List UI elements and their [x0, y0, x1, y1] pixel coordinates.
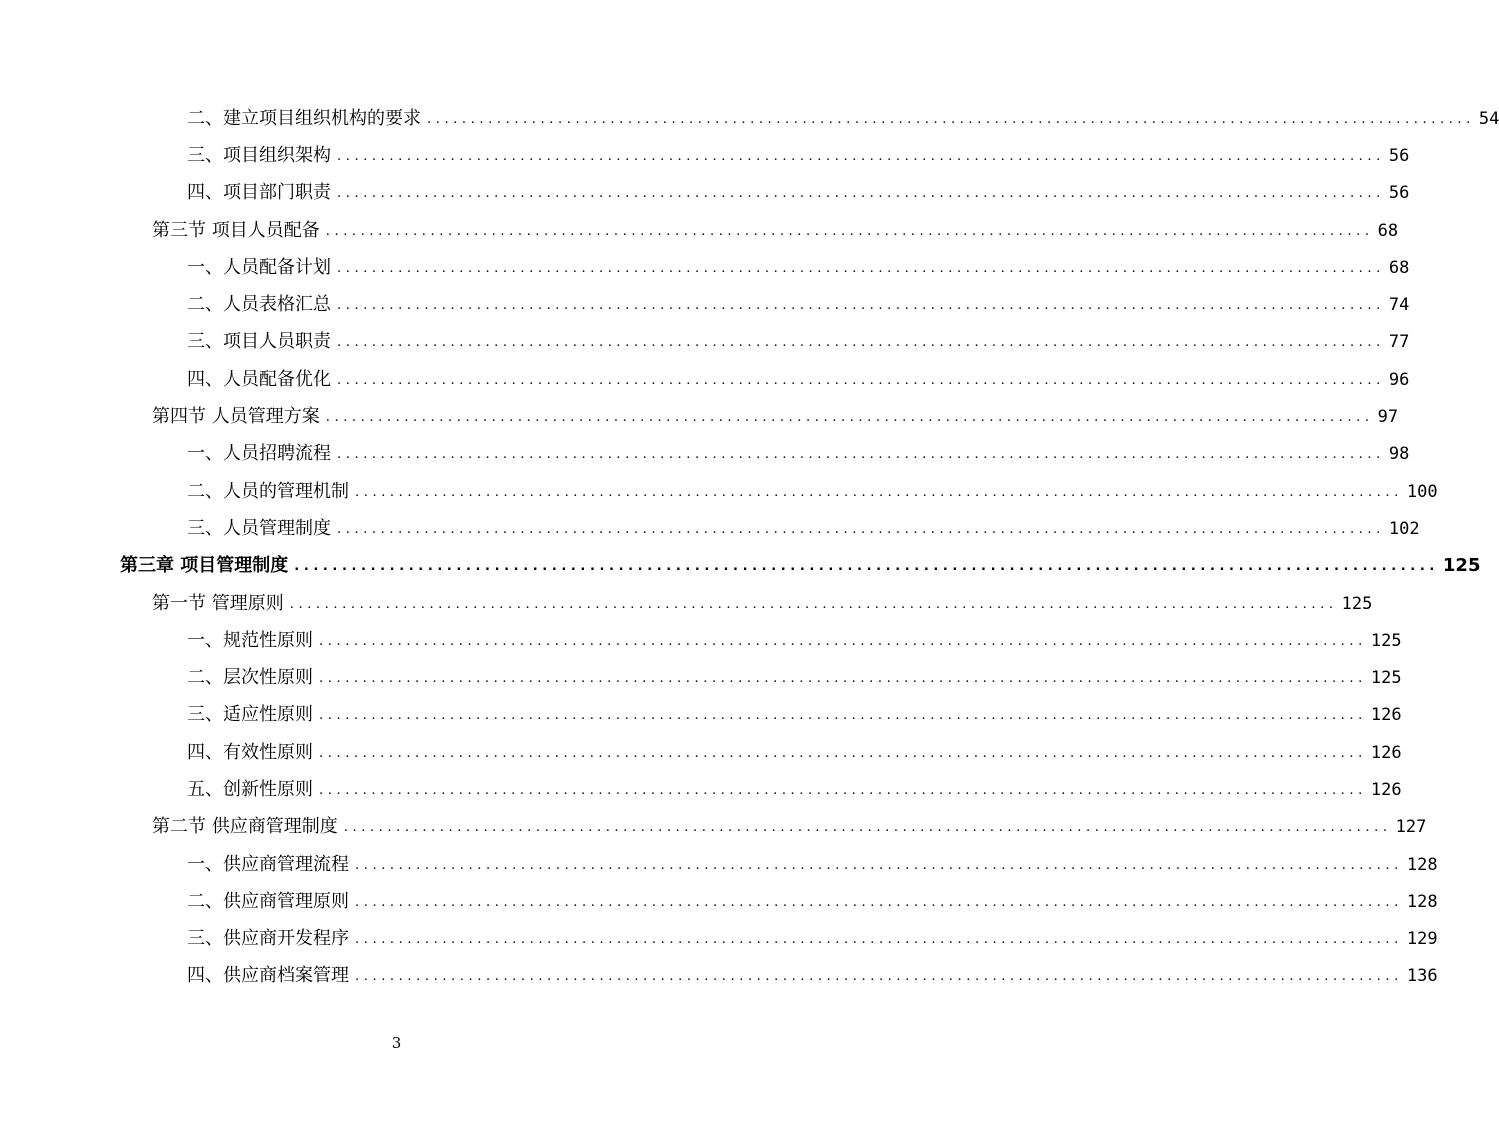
toc-entry-line	[152, 219, 1399, 241]
toc-leader-dots: ........................................................................................................................	[325, 223, 1374, 239]
toc-leader-dots: ........................................................................................................................	[355, 969, 1403, 985]
toc-entry-line	[120, 555, 1481, 577]
toc-entry-label: 第三节 项目人员配备	[152, 219, 320, 241]
toc-entry-line	[187, 480, 1438, 502]
toc-section-entry[interactable]	[0, 212, 1399, 249]
toc-entry-line	[187, 667, 1402, 689]
toc-section-entry[interactable]	[0, 398, 1399, 435]
toc-entry-page-number: 125	[1370, 630, 1402, 651]
toc-leader-dots: ........................................................................................................................	[355, 484, 1403, 500]
toc-entry-line	[187, 928, 1438, 950]
toc-entry-label: 二、建立项目组织机构的要求	[187, 107, 421, 129]
toc-entry-label: 第四节 人员管理方案	[152, 406, 320, 428]
toc-entry-label: 一、供应商管理流程	[187, 853, 349, 875]
toc-entry-line	[187, 853, 1438, 875]
toc-leader-dots: ........................................................................................................................	[319, 671, 1367, 687]
toc-entry-page-number: 74	[1388, 295, 1410, 316]
toc-entry-line	[187, 294, 1410, 316]
toc-subsection-entry[interactable]	[0, 921, 1438, 958]
toc-entry-page-number: 128	[1406, 854, 1438, 875]
toc-leader-dots: ........................................................................................................................	[427, 111, 1475, 127]
toc-entry-line	[187, 107, 1499, 129]
toc-leader-dots: ........................................................................................................................	[337, 148, 1385, 164]
toc-entry-label: 二、供应商管理原则	[187, 890, 349, 912]
toc-entry-line	[187, 144, 1410, 166]
toc-subsection-entry[interactable]	[0, 473, 1438, 510]
toc-leader-dots: ........................................................................................................................	[319, 782, 1367, 798]
toc-entry-page-number: 56	[1388, 183, 1410, 204]
toc-entry-label: 第一节 管理原则	[152, 592, 284, 614]
toc-entry-page-number: 102	[1388, 518, 1420, 539]
toc-entry-page-number: 125	[1341, 593, 1373, 614]
toc-entry-line	[187, 629, 1402, 651]
toc-entry-label: 四、供应商档案管理	[187, 965, 349, 987]
toc-leader-dots: ........................................................................................................................	[319, 708, 1367, 724]
toc-subsection-entry[interactable]	[0, 436, 1410, 473]
toc-entry-label: 五、创新性原则	[187, 778, 313, 800]
toc-subsection-entry[interactable]	[0, 697, 1402, 734]
toc-entry-line	[187, 704, 1402, 726]
toc-leader-dots: ........................................................................................................................	[294, 559, 1439, 575]
toc-entry-page-number: 129	[1406, 929, 1438, 950]
toc-entry-line	[187, 741, 1402, 763]
toc-subsection-entry[interactable]	[0, 324, 1410, 361]
footer-page-number: 3	[391, 1034, 402, 1052]
toc-entry-page-number: 125	[1370, 668, 1402, 689]
toc-leader-dots: ........................................................................................................................	[355, 857, 1403, 873]
toc-leader-dots: ........................................................................................................................	[337, 186, 1385, 202]
toc-entry-line	[187, 890, 1438, 912]
toc-subsection-entry[interactable]	[0, 361, 1410, 398]
toc-entry-line	[187, 368, 1410, 390]
toc-leader-dots: ........................................................................................................................	[319, 745, 1367, 761]
toc-entry-line	[187, 517, 1420, 539]
toc-subsection-entry[interactable]	[0, 137, 1410, 174]
toc-entry-label: 三、适应性原则	[187, 704, 313, 726]
toc-entry-page-number: 97	[1377, 407, 1399, 428]
toc-subsection-entry[interactable]	[0, 622, 1402, 659]
toc-entry-line	[152, 406, 1399, 428]
toc-section-entry[interactable]	[0, 585, 1373, 622]
toc-entry-page-number: 68	[1377, 220, 1399, 241]
toc-entry-page-number: 56	[1388, 145, 1410, 166]
toc-entry-page-number: 100	[1406, 481, 1438, 502]
toc-entry-line	[187, 256, 1410, 278]
toc-subsection-entry[interactable]	[0, 100, 1499, 137]
toc-leader-dots: ........................................................................................................................	[289, 596, 1338, 612]
toc-entry-page-number: 54	[1478, 108, 1499, 129]
toc-entry-page-number: 77	[1388, 332, 1410, 353]
toc-entry-page-number: 98	[1388, 444, 1410, 465]
toc-leader-dots: ........................................................................................................................	[337, 372, 1385, 388]
toc-entry-page-number: 126	[1370, 705, 1402, 726]
toc-subsection-entry[interactable]	[0, 958, 1438, 995]
toc-subsection-entry[interactable]	[0, 771, 1402, 808]
toc-entry-line	[187, 965, 1438, 987]
toc-subsection-entry[interactable]	[0, 883, 1438, 920]
toc-subsection-entry[interactable]	[0, 659, 1402, 696]
toc-entry-label: 四、项目部门职责	[187, 182, 331, 204]
toc-chapter-entry[interactable]	[0, 548, 1481, 585]
toc-entry-page-number: 136	[1406, 966, 1438, 987]
table-of-contents	[0, 100, 1499, 995]
toc-entry-page-number: 96	[1388, 369, 1410, 390]
toc-leader-dots: ........................................................................................................................	[337, 260, 1385, 276]
toc-entry-page-number: 125	[1442, 555, 1481, 577]
toc-entry-label: 一、规范性原则	[187, 629, 313, 651]
toc-entry-label: 三、供应商开发程序	[187, 928, 349, 950]
toc-entry-label: 一、人员配备计划	[187, 256, 331, 278]
toc-leader-dots: ........................................................................................................................	[319, 633, 1367, 649]
toc-subsection-entry[interactable]	[0, 286, 1410, 323]
toc-leader-dots: ........................................................................................................................	[325, 410, 1374, 426]
toc-entry-page-number: 126	[1370, 779, 1402, 800]
toc-subsection-entry[interactable]	[0, 846, 1438, 883]
toc-leader-dots: ........................................................................................................................	[337, 335, 1385, 351]
toc-leader-dots: ........................................................................................................................	[355, 932, 1403, 948]
toc-entry-page-number: 68	[1388, 257, 1410, 278]
toc-entry-label: 第三章 项目管理制度	[120, 555, 289, 577]
toc-entry-label: 二、人员表格汇总	[187, 294, 331, 316]
toc-entry-label: 一、人员招聘流程	[187, 443, 331, 465]
toc-entry-label: 三、人员管理制度	[187, 517, 331, 539]
toc-section-entry[interactable]	[0, 809, 1427, 846]
toc-subsection-entry[interactable]	[0, 734, 1402, 771]
toc-leader-dots: ........................................................................................................................	[337, 298, 1385, 314]
toc-entry-line	[152, 816, 1427, 838]
toc-entry-line	[187, 443, 1410, 465]
toc-entry-line	[187, 182, 1410, 204]
toc-entry-label: 第二节 供应商管理制度	[152, 816, 338, 838]
toc-entry-page-number: 127	[1395, 817, 1427, 838]
toc-entry-line	[152, 592, 1373, 614]
toc-subsection-entry[interactable]	[0, 510, 1420, 547]
toc-leader-dots: ........................................................................................................................	[355, 894, 1403, 910]
toc-entry-label: 四、人员配备优化	[187, 368, 331, 390]
toc-entry-page-number: 128	[1406, 891, 1438, 912]
toc-entry-label: 二、层次性原则	[187, 667, 313, 689]
toc-entry-line	[187, 331, 1410, 353]
toc-entry-label: 二、人员的管理机制	[187, 480, 349, 502]
toc-leader-dots: ........................................................................................................................	[343, 820, 1392, 836]
toc-leader-dots: ........................................................................................................................	[337, 521, 1385, 537]
toc-entry-label: 三、项目组织架构	[187, 144, 331, 166]
toc-subsection-entry[interactable]	[0, 249, 1410, 286]
toc-entry-page-number: 126	[1370, 742, 1402, 763]
toc-leader-dots: ........................................................................................................................	[337, 447, 1385, 463]
toc-subsection-entry[interactable]	[0, 175, 1410, 212]
toc-entry-label: 四、有效性原则	[187, 741, 313, 763]
toc-entry-label: 三、项目人员职责	[187, 331, 331, 353]
toc-entry-line	[187, 778, 1402, 800]
